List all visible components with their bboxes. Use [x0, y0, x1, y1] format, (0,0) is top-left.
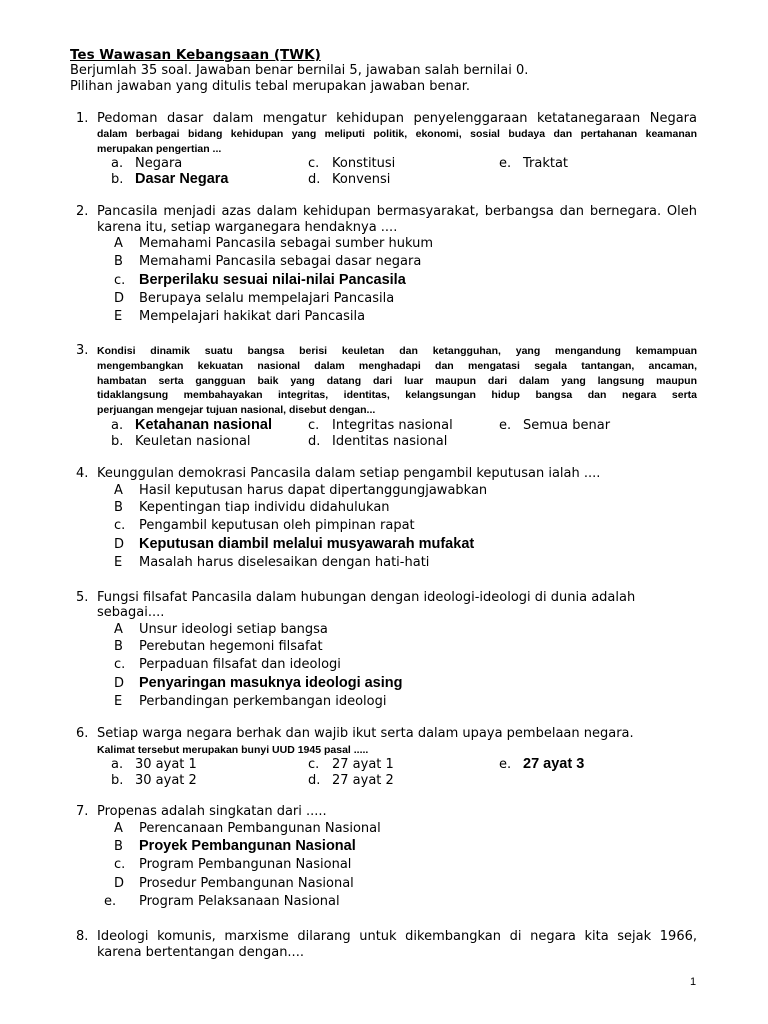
- correct-answer: Keputusan diambil melalui musyawarah mufakat: [139, 536, 475, 552]
- option-letter: B: [114, 254, 123, 269]
- question-text: Keunggulan demokrasi Pancasila dalam setiap pengambil keputusan ialah ....: [97, 466, 601, 481]
- question-number: 1.: [76, 111, 89, 126]
- question-number: 3.: [76, 343, 89, 358]
- option-letter: e.: [104, 894, 117, 909]
- option-text: Keuletan nasional: [135, 434, 251, 449]
- document-title: Tes Wawasan Kebangsaan (TWK): [70, 47, 321, 63]
- option-text: 27 ayat 1: [332, 757, 394, 772]
- correct-answer: Ketahanan nasional: [135, 417, 272, 433]
- option-letter: b.: [111, 172, 124, 187]
- option-text: Memahami Pancasila sebagai dasar negara: [139, 254, 422, 269]
- option-letter: B: [114, 500, 123, 515]
- option-letter: D: [114, 676, 125, 691]
- question-text: dalam berbagai bidang kehidupan yang meliputi politik, ekonomi, sosial budaya dan pertahanan keamanan: [97, 128, 697, 140]
- correct-answer: Proyek Pembangunan Nasional: [139, 838, 356, 854]
- question-number: 4.: [76, 466, 89, 481]
- option-text: Konstitusi: [332, 156, 396, 171]
- option-letter: d.: [308, 773, 321, 788]
- question-number: 6.: [76, 726, 89, 741]
- option-text: 30 ayat 1: [135, 757, 197, 772]
- option-text: Perebutan hegemoni filsafat: [139, 639, 323, 654]
- question-text: sebagai....: [97, 605, 165, 620]
- option-text: Konvensi: [332, 172, 391, 187]
- option-text: Memahami Pancasila sebagai sumber hukum: [139, 236, 433, 251]
- option-letter: E: [114, 694, 123, 709]
- question-number: 7.: [76, 804, 89, 819]
- option-letter: A: [114, 821, 123, 836]
- intro-line: Berjumlah 35 soal. Jawaban benar bernilai 5, jawaban salah bernilai 0.: [70, 63, 529, 78]
- option-text: Kepentingan tiap individu didahulukan: [139, 500, 390, 515]
- option-letter: a.: [111, 156, 124, 171]
- question-text: Kalimat tersebut merupakan bunyi UUD 1945 pasal .....: [97, 744, 369, 756]
- correct-answer: Berperilaku sesuai nilai-nilai Pancasila: [139, 272, 406, 288]
- option-letter: e.: [499, 156, 512, 171]
- option-letter: E: [114, 309, 123, 324]
- option-text: 30 ayat 2: [135, 773, 197, 788]
- question-text: Propenas adalah singkatan dari .....: [97, 804, 327, 819]
- question-number: 2.: [76, 204, 89, 219]
- option-text: Program Pelaksanaan Nasional: [139, 894, 340, 909]
- option-text: Semua benar: [523, 418, 611, 433]
- option-letter: c.: [308, 156, 320, 171]
- option-letter: c.: [114, 857, 126, 872]
- option-text: Berupaya selalu mempelajari Pancasila: [139, 291, 395, 306]
- option-text: Negara: [135, 156, 183, 171]
- question-text: Pancasila menjadi azas dalam kehidupan bermasyarakat, berbangsa dan bernegara. Oleh: [97, 204, 697, 219]
- option-letter: b.: [111, 434, 124, 449]
- option-letter: b.: [111, 773, 124, 788]
- option-letter: D: [114, 876, 125, 891]
- option-text: Unsur ideologi setiap bangsa: [139, 622, 328, 637]
- option-letter: D: [114, 537, 125, 552]
- option-letter: c.: [308, 418, 320, 433]
- question-text: perjuangan mengejar tujuan nasional, disebut dengan...: [97, 404, 376, 416]
- question-text: merupakan pengertian ...: [97, 143, 222, 155]
- option-text: Identitas nasional: [332, 434, 448, 449]
- option-text: Perbandingan perkembangan ideologi: [139, 694, 387, 709]
- question-text: mengembangkan kekuatan nasional dalam menghadapi dan mengatasi segala tantangan, ancaman,: [97, 360, 697, 372]
- option-text: Hasil keputusan harus dapat dipertanggungjawabkan: [139, 483, 488, 498]
- question-text: hambatan serta gangguan baik yang datang dari luar maupun dari dalam yang langsung maupun: [97, 375, 697, 387]
- option-letter: D: [114, 291, 125, 306]
- question-number: 5.: [76, 590, 89, 605]
- option-letter: c.: [114, 273, 126, 288]
- option-letter: B: [114, 639, 123, 654]
- question-text: Setiap warga negara berhak dan wajib ikut serta dalam upaya pembelaan negara.: [97, 726, 634, 741]
- option-text: Program Pembangunan Nasional: [139, 857, 352, 872]
- question-text: karena bertentangan dengan....: [97, 945, 304, 960]
- option-letter: B: [114, 839, 123, 854]
- option-text: Perpaduan filsafat dan ideologi: [139, 657, 341, 672]
- option-text: Traktat: [523, 156, 569, 171]
- question-text: Pedoman dasar dalam mengatur kehidupan penyelenggaraan ketatanegaraan Negara: [97, 111, 697, 126]
- option-letter: E: [114, 555, 123, 570]
- option-letter: c.: [308, 757, 320, 772]
- option-letter: d.: [308, 172, 321, 187]
- correct-answer: Dasar Negara: [135, 171, 229, 187]
- question-text: tidaklangsung membahayakan integritas, identitas, kelangsungan hidup bangsa dan negara serta: [97, 389, 697, 401]
- option-letter: A: [114, 622, 123, 637]
- option-text: Mempelajari hakikat dari Pancasila: [139, 309, 366, 324]
- option-text: 27 ayat 2: [332, 773, 394, 788]
- option-text: Perencanaan Pembangunan Nasional: [139, 821, 381, 836]
- option-letter: A: [114, 236, 123, 251]
- option-letter: e.: [499, 757, 512, 772]
- question-text: Fungsi filsafat Pancasila dalam hubungan dengan ideologi-ideologi di dunia adalah: [97, 590, 636, 605]
- option-letter: d.: [308, 434, 321, 449]
- question-number: 8.: [76, 929, 89, 944]
- option-text: Integritas nasional: [332, 418, 453, 433]
- option-letter: e.: [499, 418, 512, 433]
- correct-answer: 27 ayat 3: [523, 756, 585, 772]
- option-letter: A: [114, 483, 123, 498]
- option-text: Prosedur Pembangunan Nasional: [139, 876, 354, 891]
- page-number: 1: [690, 976, 697, 988]
- option-letter: c.: [114, 518, 126, 533]
- intro-line: Pilihan jawaban yang ditulis tebal merupakan jawaban benar.: [70, 79, 471, 94]
- question-text: Ideologi komunis, marxisme dilarang untuk dikembangkan di negara kita sejak 1966,: [97, 929, 697, 944]
- question-text: Kondisi dinamik suatu bangsa berisi keuletan dan ketangguhan, yang mengandung kemampuan: [97, 345, 697, 357]
- option-text: Masalah harus diselesaikan dengan hati-hati: [139, 555, 430, 570]
- question-text: karena itu, setiap warganegara hendaknya ....: [97, 220, 398, 235]
- option-letter: a.: [111, 418, 124, 433]
- option-text: Pengambil keputusan oleh pimpinan rapat: [139, 518, 415, 533]
- option-letter: a.: [111, 757, 124, 772]
- correct-answer: Penyaringan masuknya ideologi asing: [139, 675, 403, 691]
- option-letter: c.: [114, 657, 126, 672]
